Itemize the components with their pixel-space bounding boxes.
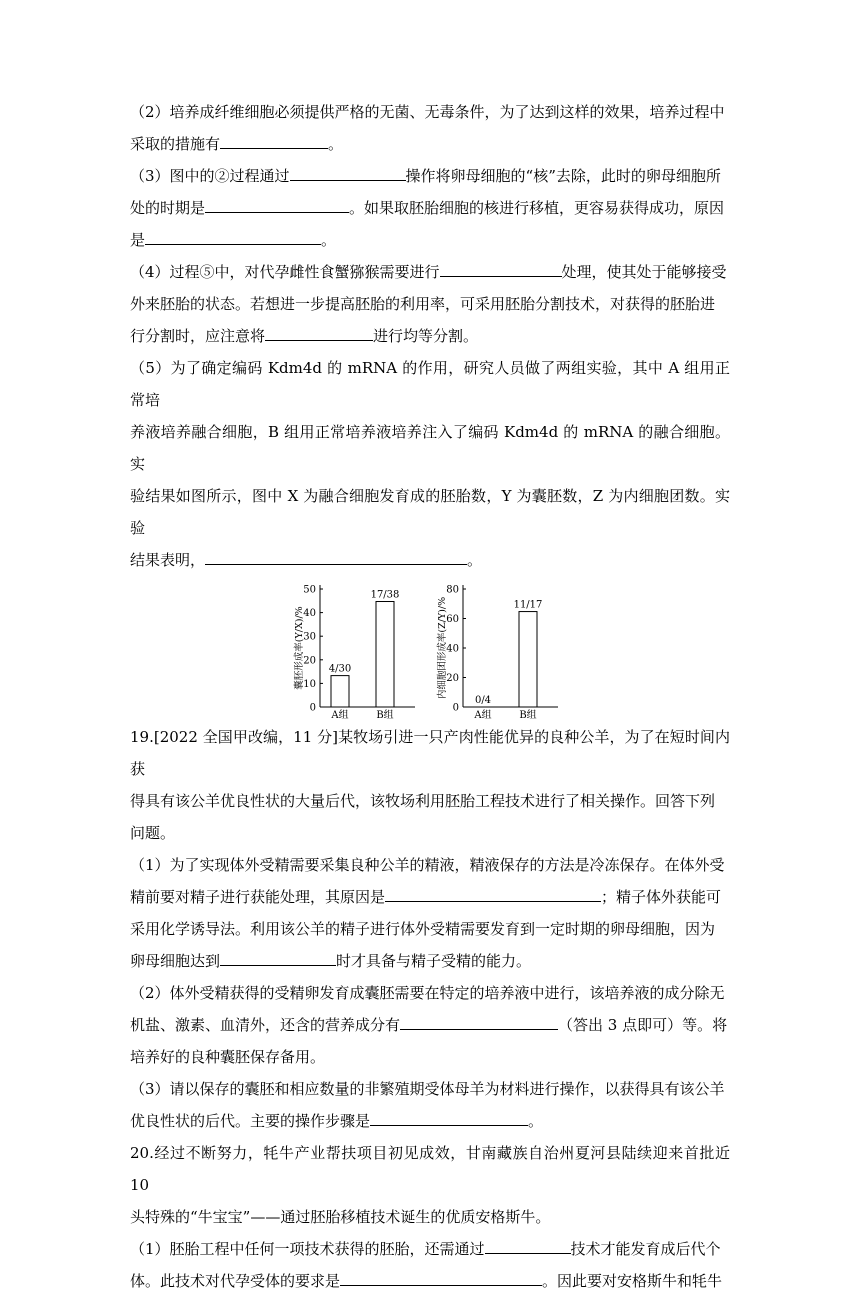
q18-part5-line4: 结果表明， 。 [130, 551, 483, 569]
bar-data-label: 11/17 [513, 599, 543, 611]
q20-part1-line1: （1）胚胎工程中任何一项技术获得的胚胎，还需通过 技术才能发育成后代个 [130, 1240, 721, 1258]
q19-part3-line2: 优良性状的后代。主要的操作步骤是 。 [130, 1112, 544, 1130]
answer-blank[interactable] [340, 1271, 542, 1286]
y-tick-label: 80 [446, 584, 459, 596]
q18-part3-line1: （3）图中的②过程通过 操作将卵母细胞的“核”去除，此时的卵母细胞所 [130, 167, 721, 185]
answer-blank[interactable] [370, 1111, 528, 1126]
q19-part1-line2: 精前要对精子进行获能处理，其原因是 ；精子体外获能可 [130, 888, 722, 906]
y-tick-label: 40 [303, 608, 316, 620]
y-tick-label: 0 [452, 702, 459, 714]
result-charts [130, 576, 730, 721]
bar-a [331, 676, 349, 707]
answer-blank[interactable] [290, 166, 406, 181]
y-axis-label: 内细胞团形成率(Z/Y)/% [437, 596, 448, 700]
y-tick-label: 30 [303, 631, 316, 643]
y-tick-label: 0 [309, 702, 316, 714]
y-tick-label: 20 [446, 673, 459, 684]
q18-part5-line2: 养液培养融合细胞，B 组用正常培养液培养注入了编码 Kdm4d 的 mRNA 的融合细胞。实 [130, 423, 730, 473]
q19-part2-line1: （2）体外受精获得的受精卵发育成囊胚需要在特定的培养液中进行，该培养液的成分除无 [130, 984, 725, 1002]
q19-part2-line2: 机盐、激素、血清外，还含的营养成分有 （答出 3 点即可）等。将 [130, 1016, 728, 1034]
q20-stem-line1: 20.经过不断努力，牦牛产业帮扶项目初见成效，甘南藏族自治州夏河县陆续迎来首批近 10 [130, 1144, 730, 1194]
q20-stem-line2: 头特殊的“牛宝宝”——通过胚胎移植技术诞生的优质安格斯牛。 [130, 1208, 551, 1226]
x-category-label: B组 [519, 710, 537, 721]
answer-blank[interactable] [400, 1015, 558, 1030]
answer-blank[interactable] [265, 326, 373, 341]
q20-part1-line2: 体。此技术对代孕受体的要求是 。因此要对安格斯牛和牦牛 [130, 1272, 723, 1290]
q19-part1-line4: 卵母细胞达到 时才具备与精子受精的能力。 [130, 952, 532, 970]
answer-blank[interactable] [440, 262, 562, 277]
answer-blank[interactable] [385, 887, 601, 902]
document-page [130, 96, 730, 1297]
bar-charts-figure [130, 576, 730, 721]
q19-part1-line3: 采用化学诱导法。利用该公羊的精子进行体外受精需要发育到一定时期的卵母细胞，因为 [130, 920, 716, 938]
y-tick-label: 10 [303, 678, 316, 690]
q19-stem-line2: 得具有该公羊优良性状的大量后代，该牧场利用胚胎工程技术进行了相关操作。回答下列 [130, 792, 716, 810]
q19-stem-line3: 问题。 [130, 824, 176, 842]
y-tick-label: 40 [446, 643, 459, 655]
q19-stem-line1: 19.[2022 全国甲改编，11 分]某牧场引进一只产肉性能优异的良种公羊，为了在短时间内获 [130, 728, 730, 778]
answer-blank[interactable] [205, 198, 349, 213]
answer-blank[interactable] [145, 230, 321, 245]
y-tick-label: 20 [303, 655, 316, 667]
bar-data-label: 0/4 [474, 695, 492, 706]
q18-part5-line3: 验结果如图所示，图中 X 为融合细胞发育成的胚胎数，Y 为囊胚数，Z 为内细胞团数。实验 [130, 487, 730, 537]
q18-part4-line3: 行分割时，应注意将 进行均等分割。 [130, 327, 479, 345]
q18-part2-line1: （2）培养成纤维细胞必须提供严格的无菌、无毒条件，为了达到这样的效果，培养过程中 [130, 103, 725, 121]
q18-part3-line2: 处的时期是 。如果取胚胎细胞的核进行移植，更容易获得成功，原因 [130, 199, 725, 217]
bar-b [376, 602, 394, 707]
q19-part2-line3: 培养好的良种囊胚保存备用。 [130, 1048, 326, 1066]
answer-blank[interactable] [220, 134, 328, 149]
answer-blank[interactable] [220, 951, 336, 966]
x-category-label: A组 [331, 710, 349, 721]
y-tick-label: 50 [303, 584, 316, 596]
q18-part3-line3: 是 。 [130, 231, 337, 249]
q19-part1-line1: （1）为了实现体外受精需要采集良种公羊的精液，精液保存的方法是冷冻保存。在体外受 [130, 856, 725, 874]
q18-part4-line2: 外来胚胎的状态。若想进一步提高胚胎的利用率，可采用胚胎分割技术，对获得的胚胎进 [130, 295, 716, 313]
answer-blank[interactable] [485, 1239, 571, 1254]
bar-data-label: 17/38 [370, 589, 400, 601]
q18-part2-line2: 采取的措施有 。 [130, 135, 344, 153]
q18-part4-line1: （4）过程⑤中，对代孕雌性食蟹猕猴需要进行 处理，使其处于能够接受 [130, 263, 727, 281]
bar-b [519, 612, 537, 707]
x-category-label: B组 [376, 710, 394, 721]
q18-part5-line1: （5）为了确定编码 Kdm4d 的 mRNA 的作用，研究人员做了两组实验，其中 A 组用正常培 [130, 359, 730, 409]
bar-data-label: 4/30 [328, 663, 352, 675]
x-category-label: A组 [474, 710, 492, 721]
answer-blank[interactable] [205, 550, 467, 565]
q19-part3-line1: （3）请以保存的囊胚和相应数量的非繁殖期受体母羊为材料进行操作，以获得具有该公羊 [130, 1080, 725, 1098]
y-tick-label: 60 [446, 614, 459, 625]
y-axis-label: 囊胚形成率(Y/X)/% [294, 606, 305, 690]
